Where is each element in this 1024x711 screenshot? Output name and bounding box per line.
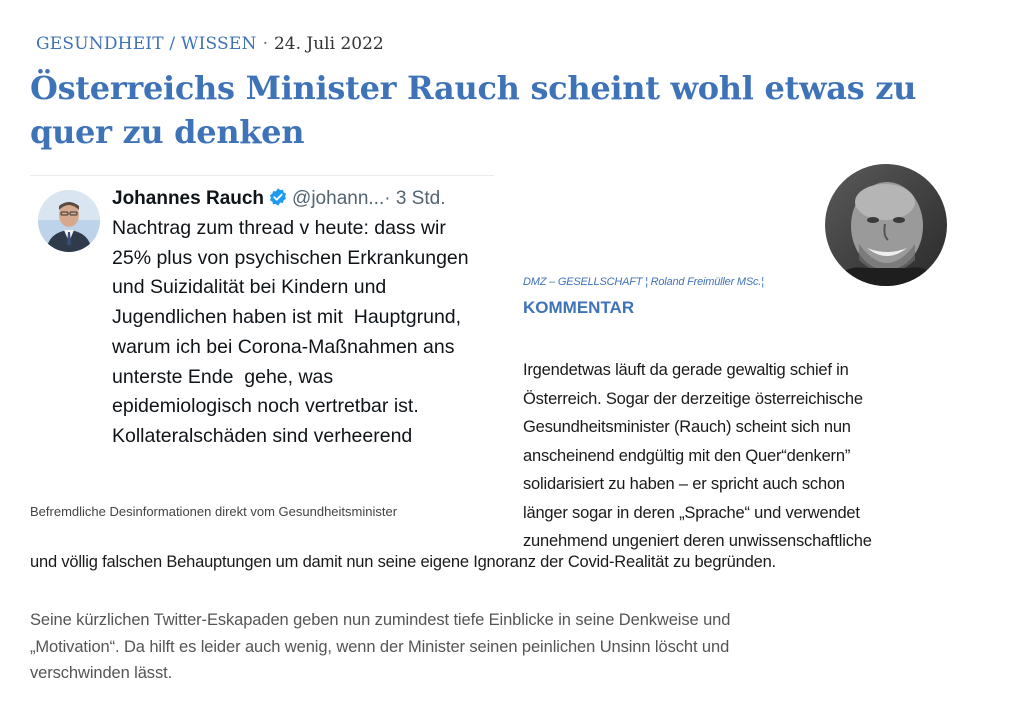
publish-date: 24. Juli 2022 (273, 34, 384, 54)
tweet-header (112, 186, 445, 215)
body-paragraph (30, 607, 930, 687)
body-line: Seine kürzlichen Twitter-Eskapaden geben nun zumindest tiefe Einblicke in seine Denkweise und (30, 611, 731, 629)
tweet-line: 25% plus von psychischen Erkrankungen (112, 246, 469, 269)
meta-separator: · (262, 34, 268, 54)
tweet-author-name: Johannes Rauch (112, 188, 265, 209)
lead-paragraph (523, 356, 958, 556)
tweet-line: Nachtrag zum thread v heute: dass wir (112, 217, 446, 239)
tweet-handle: @johann... (292, 188, 385, 209)
article-title: Österreichs Minister Rauch scheint wohl etwas zu quer zu denken (30, 69, 917, 151)
tweet-line: warum ich bei Corona-Maßnahmen ans (112, 335, 455, 358)
image-caption: Befremdliche Desinformationen direkt vom Gesundheitsminister (30, 504, 398, 519)
body-line: verschwinden lässt. (30, 664, 173, 682)
article-meta (36, 34, 384, 54)
lead-line: Gesundheitsminister (Rauch) scheint sich nun (523, 418, 851, 436)
tweet-avatar (38, 190, 100, 252)
lead-line: solidarisiert zu haben – er spricht auch schon (523, 475, 845, 493)
tweet-line: Jugendlichen haben ist mit Hauptgrund, (112, 306, 462, 329)
lead-line: Österreich. Sogar der derzeitige österreichische (523, 389, 863, 408)
category-link[interactable]: GESUNDHEIT / WISSEN (36, 34, 257, 54)
tweet-line: und Suizidalität bei Kindern und (112, 276, 387, 299)
lead-line: Irgendetwas läuft da gerade gewaltig schief in (523, 361, 849, 379)
lead-line: zunehmend ungeniert deren unwissenschaftliche (523, 532, 872, 550)
lead-line: länger sogar in deren „Sprache“ und verwendet (523, 503, 860, 522)
author-portrait (825, 164, 947, 286)
tweet-line: Kollateralschäden sind verheerend (112, 424, 413, 447)
tweet-line: epidemiologisch noch vertretbar ist. (112, 395, 419, 418)
author-byline: DMZ – GESELLSCHAFT ¦ Roland Freimüller MSc.¦ (523, 276, 764, 288)
tweet-text (112, 214, 497, 452)
tweet-line: unterste Ende gehe, was (112, 365, 334, 388)
lead-line: anscheinend endgültig mit den Quer“denkern” (523, 446, 851, 465)
verified-badge-icon (268, 187, 288, 215)
body-line: „Motivation“. Da hilft es leider auch wenig, wenn der Minister seinen peinlichen Unsinn löscht und (30, 637, 730, 656)
article-type-label: KOMMENTAR (523, 298, 635, 317)
tweet-time: · 3 Std. (384, 188, 446, 209)
lead-paragraph-continuation: und völlig falschen Behauptungen um damit nun seine eigene Ignoranz der Covid-Realität zu begründen. (30, 553, 776, 571)
tweet-screenshot (30, 175, 494, 468)
